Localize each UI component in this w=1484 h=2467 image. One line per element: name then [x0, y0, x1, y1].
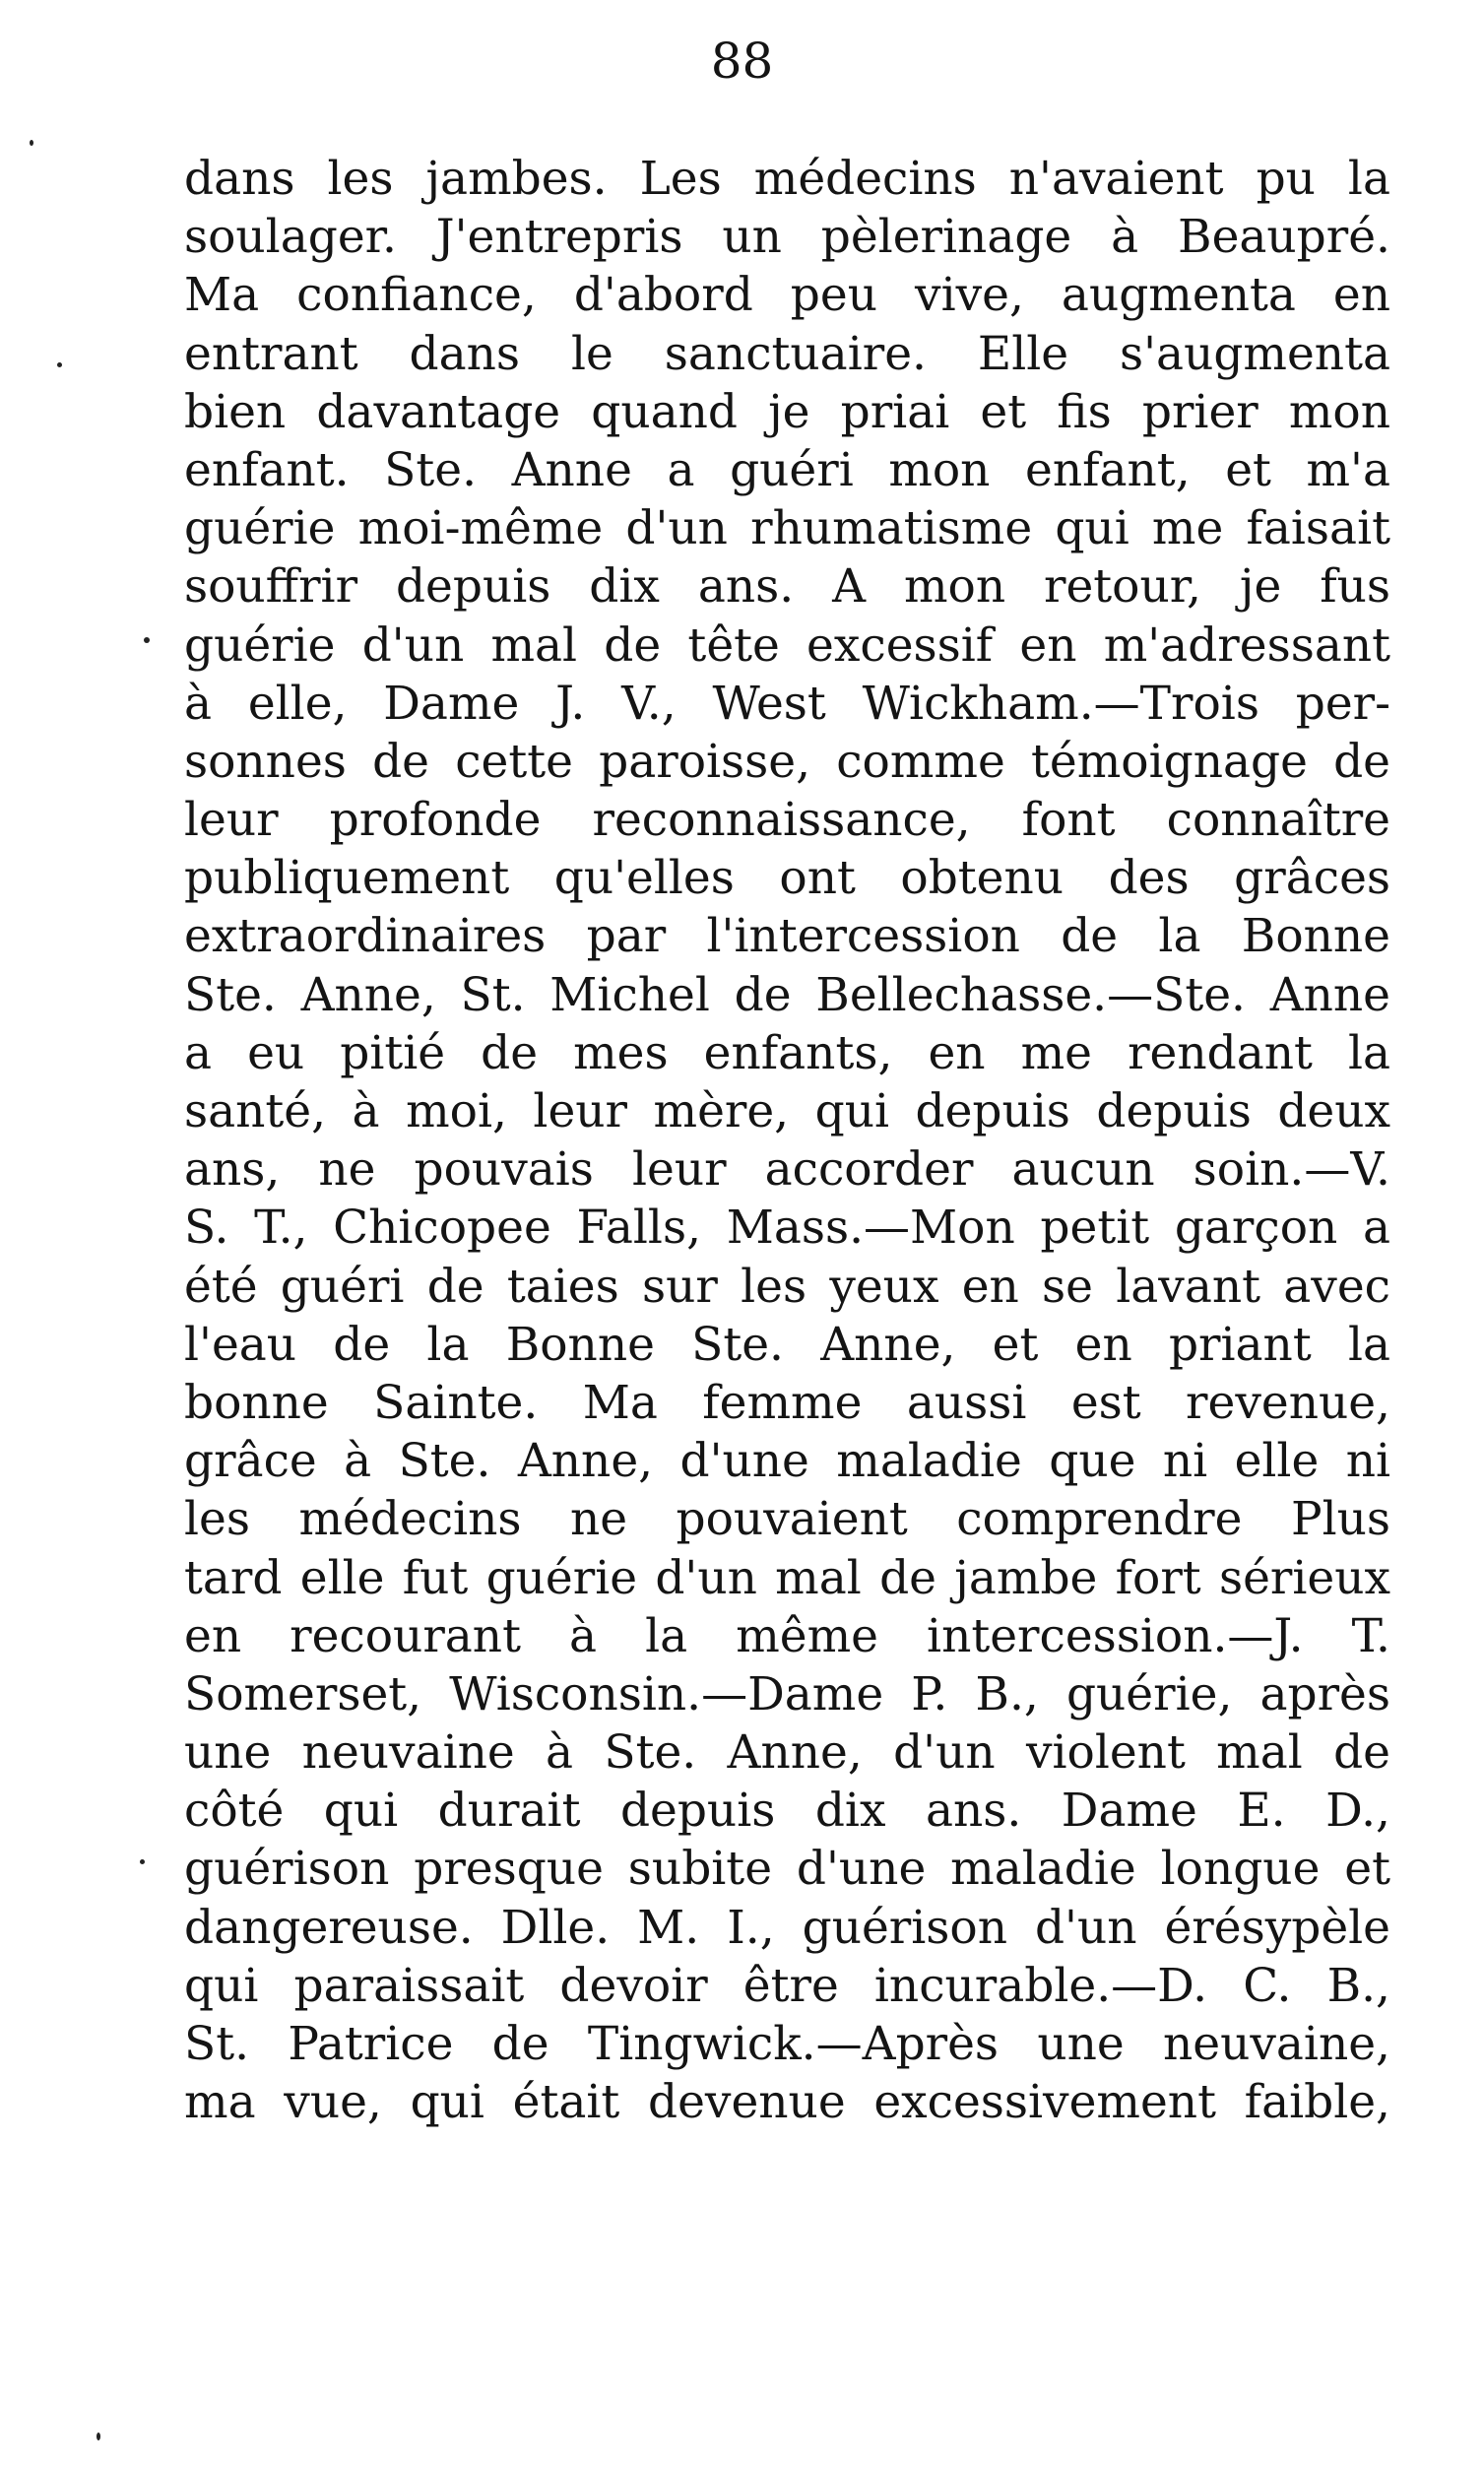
text-line: S. T., Chicopee Falls, Mass.—Mon petit garçon a [184, 1201, 1390, 1256]
body-text [184, 150, 1390, 2131]
text-line: été guéri de taies sur les yeux en se lavant avec [184, 1259, 1390, 1314]
text-line: une neuvaine à Ste. Anne, d'un violent mal de [184, 1725, 1390, 1781]
text-line: soulager. J'entrepris un pèlerinage à Beaupré. [184, 210, 1390, 265]
text-line: guérie d'un mal de tête excessif en m'adressant [184, 617, 1390, 673]
text-line: l'eau de la Bonne Ste. Anne, et en priant la [184, 1317, 1390, 1372]
text-line: ma vue, qui était devenue excessivement faible, [184, 2075, 1390, 2130]
text-line: grâce à Ste. Anne, d'une maladie que ni elle ni [184, 1434, 1390, 1489]
text-line: santé, à moi, leur mère, qui depuis depuis deux [184, 1084, 1390, 1138]
text-line: qui paraissait devoir être incurable.—D. C. B., [184, 1958, 1390, 2013]
text-line: a eu pitié de mes enfants, en me rendant la [184, 1025, 1390, 1080]
text-line: guérie moi-même d'un rhumatisme qui me faisait [184, 501, 1390, 556]
text-line: guérison presque subite d'une maladie longue et [184, 1842, 1390, 1897]
text-line: à elle, Dame J. V., West Wickham.—Trois per- [184, 676, 1390, 731]
text-line: Ma confiance, d'abord peu vive, augmenta en [184, 268, 1390, 323]
scan-speck [97, 2433, 100, 2440]
text-line: souffrir depuis dix ans. A mon retour, je fus [184, 559, 1390, 615]
text-line: ans, ne pouvais leur accorder aucun soin.—V. [184, 1142, 1390, 1198]
page-number: 88 [710, 32, 774, 90]
text-line: bonne Sainte. Ma femme aussi est revenue, [184, 1375, 1390, 1430]
text-line: dans les jambes. Les médecins n'avaient pu la [184, 152, 1390, 206]
scan-speck [140, 1859, 145, 1864]
text-line: Ste. Anne, St. Michel de Bellechasse.—Ste. Anne [184, 967, 1390, 1022]
text-line: entrant dans le sanctuaire. Elle s'augmenta [184, 326, 1390, 381]
scan-speck [30, 140, 33, 146]
text-line: dangereuse. Dlle. M. I., guérison d'un érésypèle [184, 1900, 1390, 1955]
text-line: enfant. Ste. Anne a guéri mon enfant, et m'a [184, 442, 1390, 497]
text-line: publiquement qu'elles ont obtenu des grâces [184, 851, 1390, 906]
scan-speck [57, 362, 62, 367]
scan-speck [144, 637, 150, 643]
text-line: St. Patrice de Tingwick.—Après une neuvaine, [184, 2017, 1390, 2071]
text-line: leur profonde reconnaissance, font connaître [184, 793, 1390, 848]
text-line: Somerset, Wisconsin.—Dame P. B., guérie, après [184, 1666, 1390, 1721]
text-line: les médecins ne pouvaient comprendre Plus [184, 1492, 1390, 1547]
text-line: bien davantage quand je priai et fis prier mon [184, 384, 1390, 439]
text-line: côté qui durait depuis dix ans. Dame E. D., [184, 1784, 1390, 1839]
text-line: en recourant à la même intercession.—J. T. [184, 1608, 1390, 1663]
text-line: sonnes de cette paroisse, comme témoignage de [184, 734, 1390, 789]
text-line: extraordinaires par l'intercession de la Bonne [184, 909, 1390, 964]
text-line: tard elle fut guérie d'un mal de jambe fort sérieux [184, 1550, 1390, 1605]
